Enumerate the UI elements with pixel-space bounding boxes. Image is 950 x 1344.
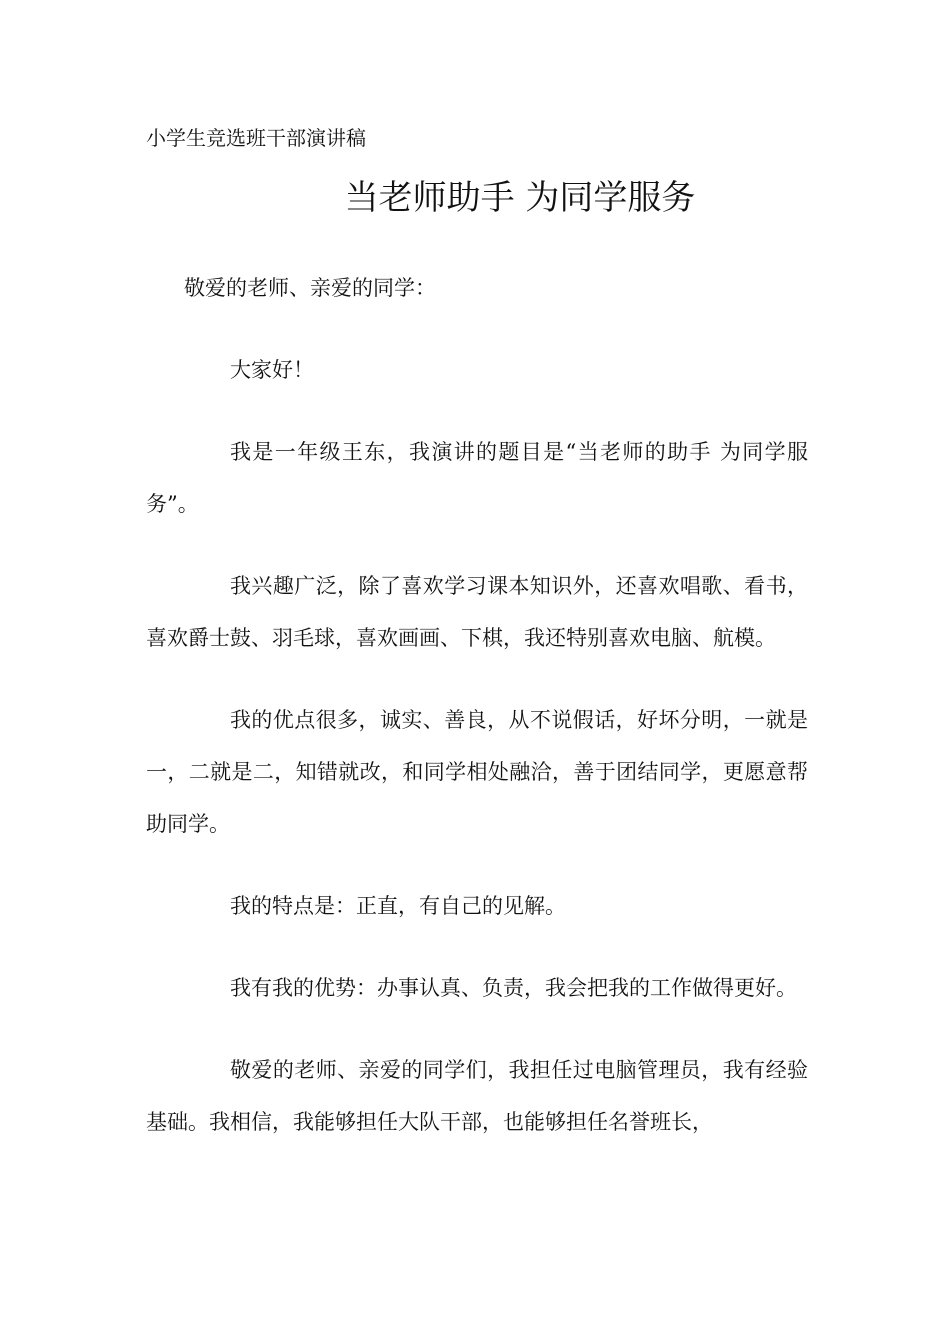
greeting-paragraph: 大家好！: [230, 358, 314, 382]
salutation-paragraph: 敬爱的老师、亲爱的同学：: [184, 276, 436, 300]
document-label: 小学生竞选班干部演讲稿: [146, 126, 366, 150]
strengths-paragraph: 我的优点很多，诚实、善良，从不说假话，好坏分明，一就是一，二就是二，知错就改，和同学相处融洽，善于团结同学，更愿意帮助同学。: [146, 708, 808, 836]
intro-paragraph: 我是一年级王东，我演讲的题目是“当老师的助手 为同学服务”。: [146, 440, 808, 516]
document-body: [146, 262, 808, 1178]
advantages-paragraph: 我有我的优势：办事认真、负责，我会把我的工作做得更好。: [230, 976, 797, 1000]
traits-paragraph: 我的特点是：正直，有自己的见解。: [230, 894, 566, 918]
document-title: 当老师助手 为同学服务: [344, 178, 696, 218]
experience-paragraph: 敬爱的老师、亲爱的同学们，我担任过电脑管理员，我有经验基础。我相信，我能够担任大队干部，也能够担任名誉班长，: [146, 1058, 808, 1134]
interests-paragraph: 我兴趣广泛，除了喜欢学习课本知识外，还喜欢唱歌、看书，喜欢爵士鼓、羽毛球，喜欢画画、下棋，我还特别喜欢电脑、航模。: [146, 574, 808, 650]
